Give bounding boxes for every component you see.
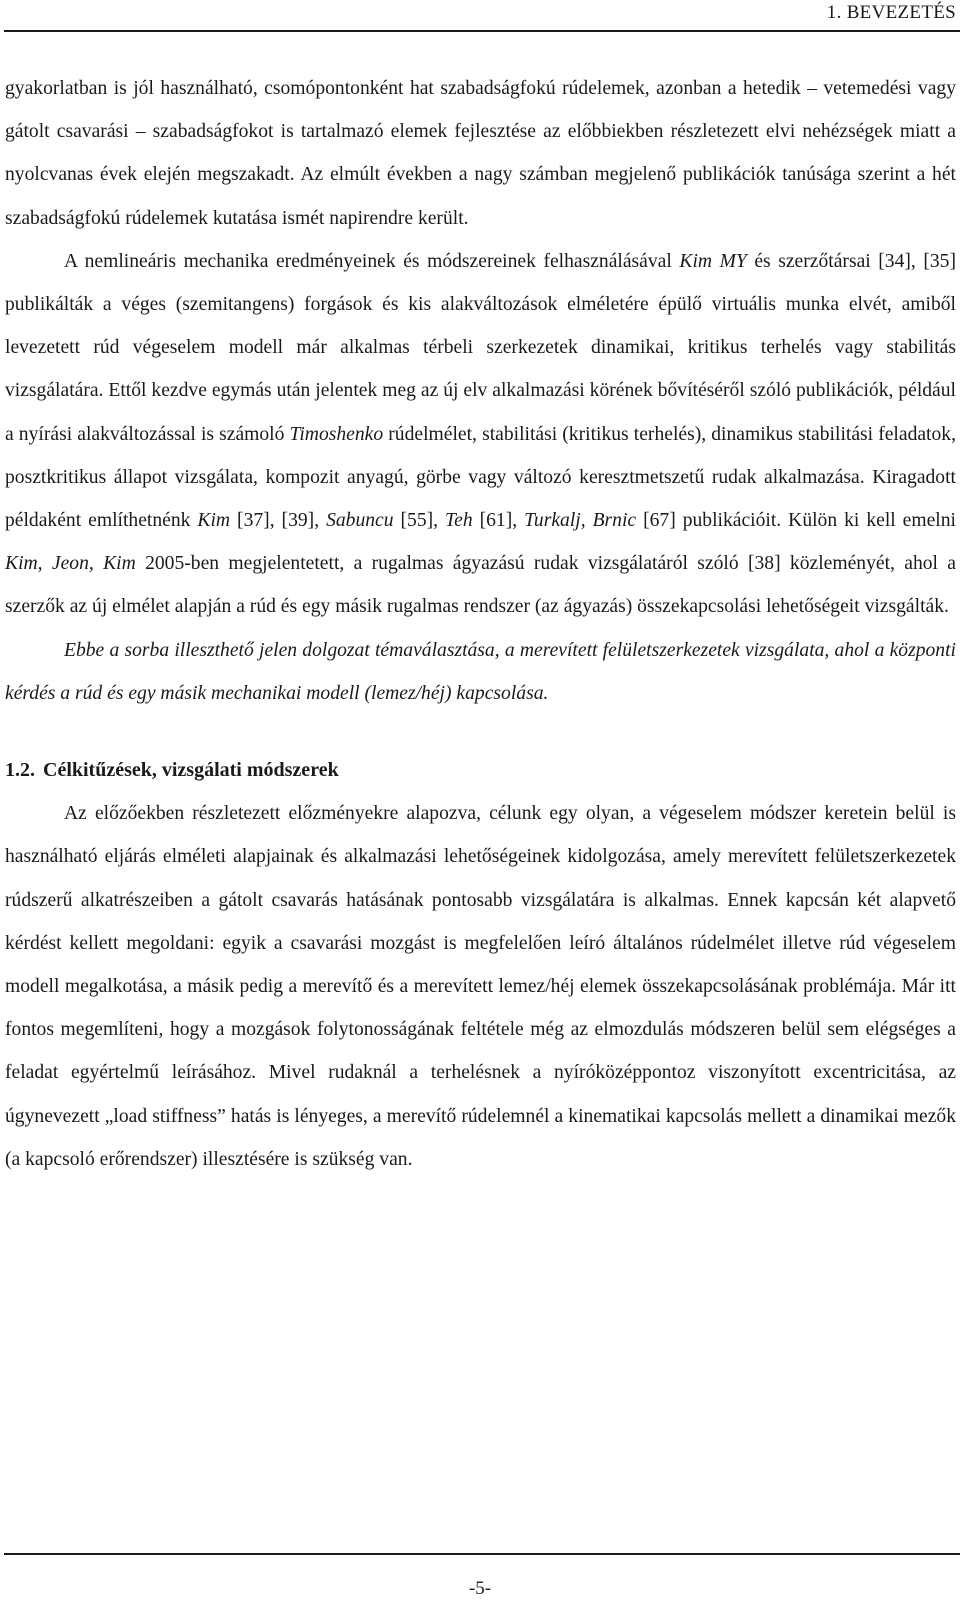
text-run: és szerzőtársai [34], [35] publikálták a véges (szemitangens) forgások és kis alakváltozások elméletére épülő virtuális munka elvét, amiből levezetett rúd végeselem modell már alkalmas térbeli szerkezetek dinamikai, kritikus terhelés vagy stabilitás vizsgálatára. Ettől kezdve egymás után jelentek meg az új elv alkalmazási körének bővítéséről szóló publikációk, például a nyírási alakváltozással is számoló	[5, 250, 956, 445]
body-text	[5, 67, 956, 1181]
paragraph-topic-choice: Ebbe a sorba illeszthető jelen dolgozat témaválasztása, a merevített felületszerkezetek vizsgálata, ahol a központi kérdés a rúd és egy másik mechanikai modell (lemez/héj) kapcsolása.	[5, 639, 956, 704]
page-number: -5-	[468, 1578, 492, 1599]
paragraph-kim-my	[5, 240, 956, 629]
footer-rule	[4, 1553, 960, 1555]
text-run: A nemlineáris mechanika eredményeinek és módszereinek felhasználásával	[64, 250, 680, 272]
header-rule	[4, 30, 960, 32]
author-name: Kim, Jeon, Kim	[5, 553, 136, 575]
author-name: Sabuncu	[326, 510, 394, 532]
section-heading	[5, 715, 956, 792]
section-number: 1.2.	[5, 759, 35, 782]
paragraph-continuation: gyakorlatban is jól használható, csomópontonként hat szabadságfokú rúdelemek, azonban a hetedik – vetemedési vagy gátolt csavarási – szabadságfokot is tartalmazó elemek fejlesztése az előbbiekben részletezett elvi nehézségek miatt a nyolcvanas évek elején megszakadt. Az elmúlt években a nagy számban megjelenő publikációk tanúsága szerint a hét szabadságfokú rúdelemek kutatása ismét napirendre került.	[5, 78, 956, 229]
paragraph-objectives: Az előzőekben részletezett előzményekre alapozva, célunk egy olyan, a végeselem módszer keretein belül is használható eljárás elméleti alapjainak és alkalmazási lehetőségeinek kidolgozása, amely merevített felületszerkezetek rúdszerű alkatrészeiben a gátolt csavarás hatásának pontosabb vizsgálatára is alkalmas. Ennek kapcsán két alapvető kérdést kellett megoldani: egyik a csavarási mozgást is megfelelően leíró általános rúdelmélet illetve rúd végeselem modell megalkotása, a másik pedig a merevítő és a merevített lemez/héj elemek összekapcsolásának problémája. Már itt fontos megemlíteni, hogy a mozgások folytonosságának feltétele még az elmozdulás módszeren belül sem elégséges a feladat egyértelmű leírásához. Mivel rudaknál a terhelésnek a nyíróközéppontoz viszonyított excentricitása, az úgynevezett „load stiffness” hatás is lényeges, a merevítő rúdelemnél a kinematikai kapcsolás mellett a dinamikai mezők (a kapcsoló erőrendszer) illesztésére is szükség van.	[5, 803, 956, 1170]
text-run: [61],	[472, 510, 525, 532]
text-run: [55],	[393, 510, 446, 532]
section-title: Célkitűzések, vizsgálati módszerek	[43, 759, 339, 782]
author-name: Teh	[445, 510, 473, 532]
author-name: Kim MY	[679, 250, 747, 272]
author-name: Kim	[197, 510, 231, 532]
running-header: 1. BEVEZETÉS	[826, 2, 956, 23]
author-name: Timoshenko	[289, 423, 384, 445]
text-run: [37], [39],	[230, 510, 327, 532]
author-name: Turkalj, Brnic	[524, 510, 637, 532]
text-run: 2005-ben megjelentetett, a rugalmas ágyazású rudak vizsgálatáról szóló [38] közleményét, ahol a szerzők az új elmélet alapján a rúd és egy másik rugalmas rendszer (az ágyazás) összekapcsolási lehetőségeit vizsgálták.	[5, 553, 956, 618]
text-run: rúdelmélet, stabilitási (kritikus terhelés), dinamikus stabilitási feladatok, posztkritikus állapot vizsgálata, kompozit anyagú, görbe vagy változó keresztmetszetű rudak alkalmazása. Kiragadott példaként említhetnénk	[5, 423, 956, 532]
text-run: [67] publikációit. Külön ki kell emelni	[636, 510, 956, 532]
